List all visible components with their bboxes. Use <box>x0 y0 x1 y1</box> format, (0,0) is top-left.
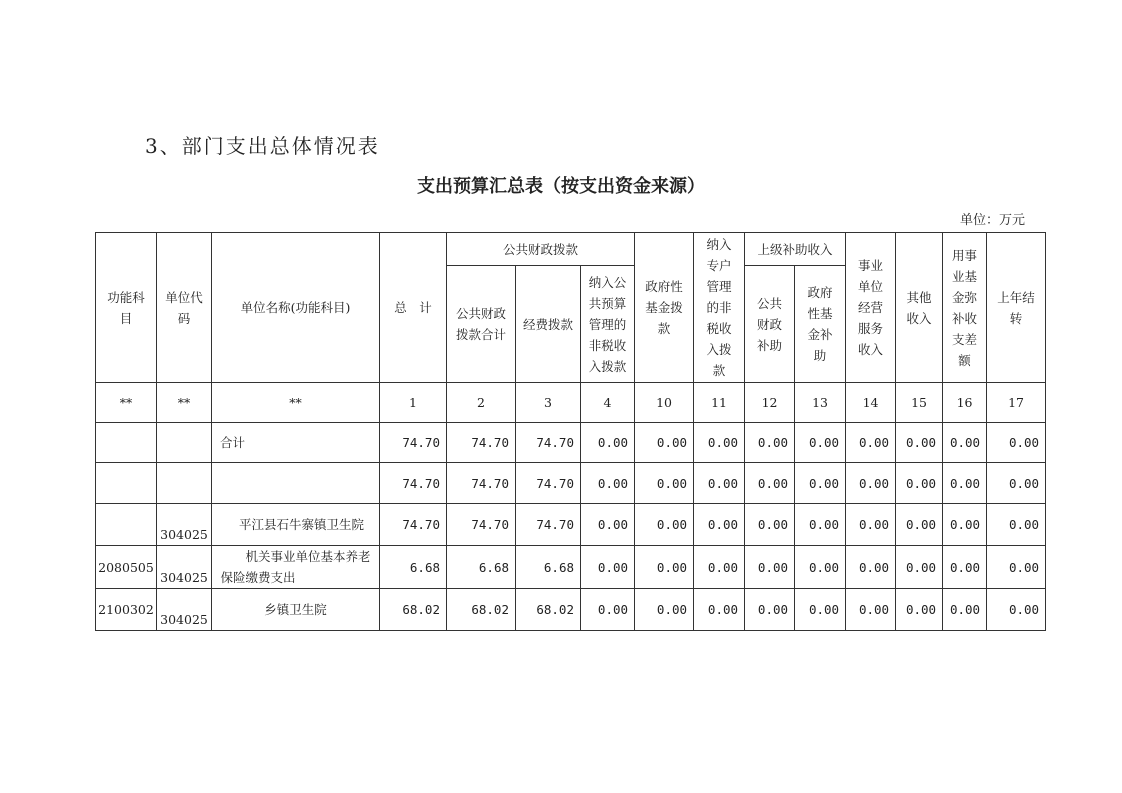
header-total: 总 计 <box>380 233 447 383</box>
index-cell: ** <box>212 383 380 423</box>
index-cell: 11 <box>694 383 745 423</box>
value-cell: 0.00 <box>943 504 987 546</box>
index-cell: 15 <box>896 383 943 423</box>
value-cell: 0.00 <box>745 423 795 463</box>
header-func-code: 功能科目 <box>96 233 157 383</box>
value-cell: 74.70 <box>380 504 447 546</box>
value-cell: 0.00 <box>943 589 987 631</box>
header-other-income: 其他收入 <box>896 233 943 383</box>
value-cell: 0.00 <box>987 463 1046 504</box>
value-cell: 0.00 <box>795 423 846 463</box>
header-special-non-tax: 纳入专户管理的非税收入拨款 <box>694 233 745 383</box>
value-cell: 0.00 <box>795 589 846 631</box>
index-cell: 12 <box>745 383 795 423</box>
func-code-cell: 2080505 <box>96 546 157 589</box>
value-cell: 74.70 <box>516 463 581 504</box>
value-cell: 74.70 <box>516 504 581 546</box>
value-cell: 0.00 <box>635 546 694 589</box>
value-cell: 0.00 <box>846 546 896 589</box>
page-title: 支出预算汇总表（按支出资金来源） <box>417 176 705 197</box>
value-cell: 0.00 <box>987 423 1046 463</box>
value-cell: 0.00 <box>896 504 943 546</box>
header-gov-fund: 政府性基金拨款 <box>635 233 694 383</box>
header-public-finance-total: 公共财政拨款合计 <box>447 266 516 383</box>
header-carryover: 上年结转 <box>987 233 1046 383</box>
value-cell: 0.00 <box>694 423 745 463</box>
table-row <box>96 546 1046 589</box>
unit-code-cell <box>157 423 212 463</box>
budget-table <box>95 232 1046 631</box>
header-superior-public: 公共财政补助 <box>745 266 795 383</box>
unit-code-cell: 304025 <box>157 546 212 589</box>
index-row <box>96 383 1046 423</box>
value-cell: 0.00 <box>635 589 694 631</box>
value-cell: 74.70 <box>380 463 447 504</box>
value-cell: 0.00 <box>896 463 943 504</box>
header-unit-name: 单位名称(功能科目) <box>212 233 380 383</box>
value-cell: 0.00 <box>943 423 987 463</box>
unit-label: 单位：万元 <box>960 213 1026 228</box>
index-cell: 3 <box>516 383 581 423</box>
value-cell: 74.70 <box>380 423 447 463</box>
value-cell: 68.02 <box>447 589 516 631</box>
value-cell: 0.00 <box>846 504 896 546</box>
value-cell: 0.00 <box>896 546 943 589</box>
value-cell: 74.70 <box>447 463 516 504</box>
value-cell: 6.68 <box>516 546 581 589</box>
value-cell: 0.00 <box>745 504 795 546</box>
unit-name-cell: 机关事业单位基本养老保险缴费支出 <box>212 546 380 589</box>
value-cell: 0.00 <box>635 423 694 463</box>
index-cell: 4 <box>581 383 635 423</box>
index-cell: 13 <box>795 383 846 423</box>
value-cell: 68.02 <box>380 589 447 631</box>
func-code-cell: 2100302 <box>96 589 157 631</box>
unit-name-cell: 乡镇卫生院 <box>212 589 380 631</box>
value-cell: 74.70 <box>447 423 516 463</box>
value-cell: 0.00 <box>745 589 795 631</box>
value-cell: 0.00 <box>694 463 745 504</box>
value-cell: 0.00 <box>846 589 896 631</box>
value-cell: 0.00 <box>581 589 635 631</box>
value-cell: 0.00 <box>694 589 745 631</box>
index-cell: 10 <box>635 383 694 423</box>
index-cell: 14 <box>846 383 896 423</box>
table-row <box>96 504 1046 546</box>
value-cell: 0.00 <box>795 504 846 546</box>
value-cell: 0.00 <box>896 423 943 463</box>
unit-name-cell: 合计 <box>212 423 380 463</box>
table-row <box>96 423 1046 463</box>
index-cell: 16 <box>943 383 987 423</box>
value-cell: 0.00 <box>581 504 635 546</box>
func-code-cell <box>96 463 157 504</box>
header-non-tax-public: 纳入公共预算管理的非税收入拨款 <box>581 266 635 383</box>
index-cell: 2 <box>447 383 516 423</box>
section-title: 3、部门支出总体情况表 <box>145 134 380 158</box>
header-public-finance-group: 公共财政拨款 <box>447 233 635 266</box>
value-cell: 0.00 <box>581 546 635 589</box>
value-cell: 0.00 <box>987 546 1046 589</box>
value-cell: 0.00 <box>795 546 846 589</box>
value-cell: 0.00 <box>846 463 896 504</box>
table-row <box>96 463 1046 504</box>
unit-name-cell: 平江县石牛寨镇卫生院 <box>212 504 380 546</box>
header-fund-offset: 用事业基金弥补收支差额 <box>943 233 987 383</box>
header-superior-gov-fund: 政府性基金补助 <box>795 266 846 383</box>
value-cell: 0.00 <box>581 463 635 504</box>
value-cell: 0.00 <box>987 504 1046 546</box>
value-cell: 0.00 <box>694 546 745 589</box>
value-cell: 6.68 <box>380 546 447 589</box>
header-operating-funds: 经费拨款 <box>516 266 581 383</box>
value-cell: 0.00 <box>635 463 694 504</box>
table-row <box>96 589 1046 631</box>
value-cell: 0.00 <box>846 423 896 463</box>
index-cell: ** <box>96 383 157 423</box>
func-code-cell <box>96 504 157 546</box>
header-unit-code: 单位代码 <box>157 233 212 383</box>
value-cell: 0.00 <box>745 463 795 504</box>
value-cell: 0.00 <box>943 463 987 504</box>
table-header-row <box>96 233 1046 266</box>
unit-name-cell <box>212 463 380 504</box>
value-cell: 6.68 <box>447 546 516 589</box>
value-cell: 0.00 <box>943 546 987 589</box>
value-cell: 0.00 <box>987 589 1046 631</box>
value-cell: 74.70 <box>447 504 516 546</box>
func-code-cell <box>96 423 157 463</box>
header-superior-group: 上级补助收入 <box>745 233 846 266</box>
unit-code-cell <box>157 463 212 504</box>
value-cell: 0.00 <box>635 504 694 546</box>
value-cell: 0.00 <box>896 589 943 631</box>
value-cell: 74.70 <box>516 423 581 463</box>
value-cell: 0.00 <box>581 423 635 463</box>
header-business-income: 事业单位经营服务收入 <box>846 233 896 383</box>
index-cell: ** <box>157 383 212 423</box>
value-cell: 0.00 <box>745 546 795 589</box>
index-cell: 1 <box>380 383 447 423</box>
unit-code-cell: 304025 <box>157 589 212 631</box>
value-cell: 0.00 <box>795 463 846 504</box>
value-cell: 0.00 <box>694 504 745 546</box>
index-cell: 17 <box>987 383 1046 423</box>
value-cell: 68.02 <box>516 589 581 631</box>
unit-code-cell: 304025 <box>157 504 212 546</box>
